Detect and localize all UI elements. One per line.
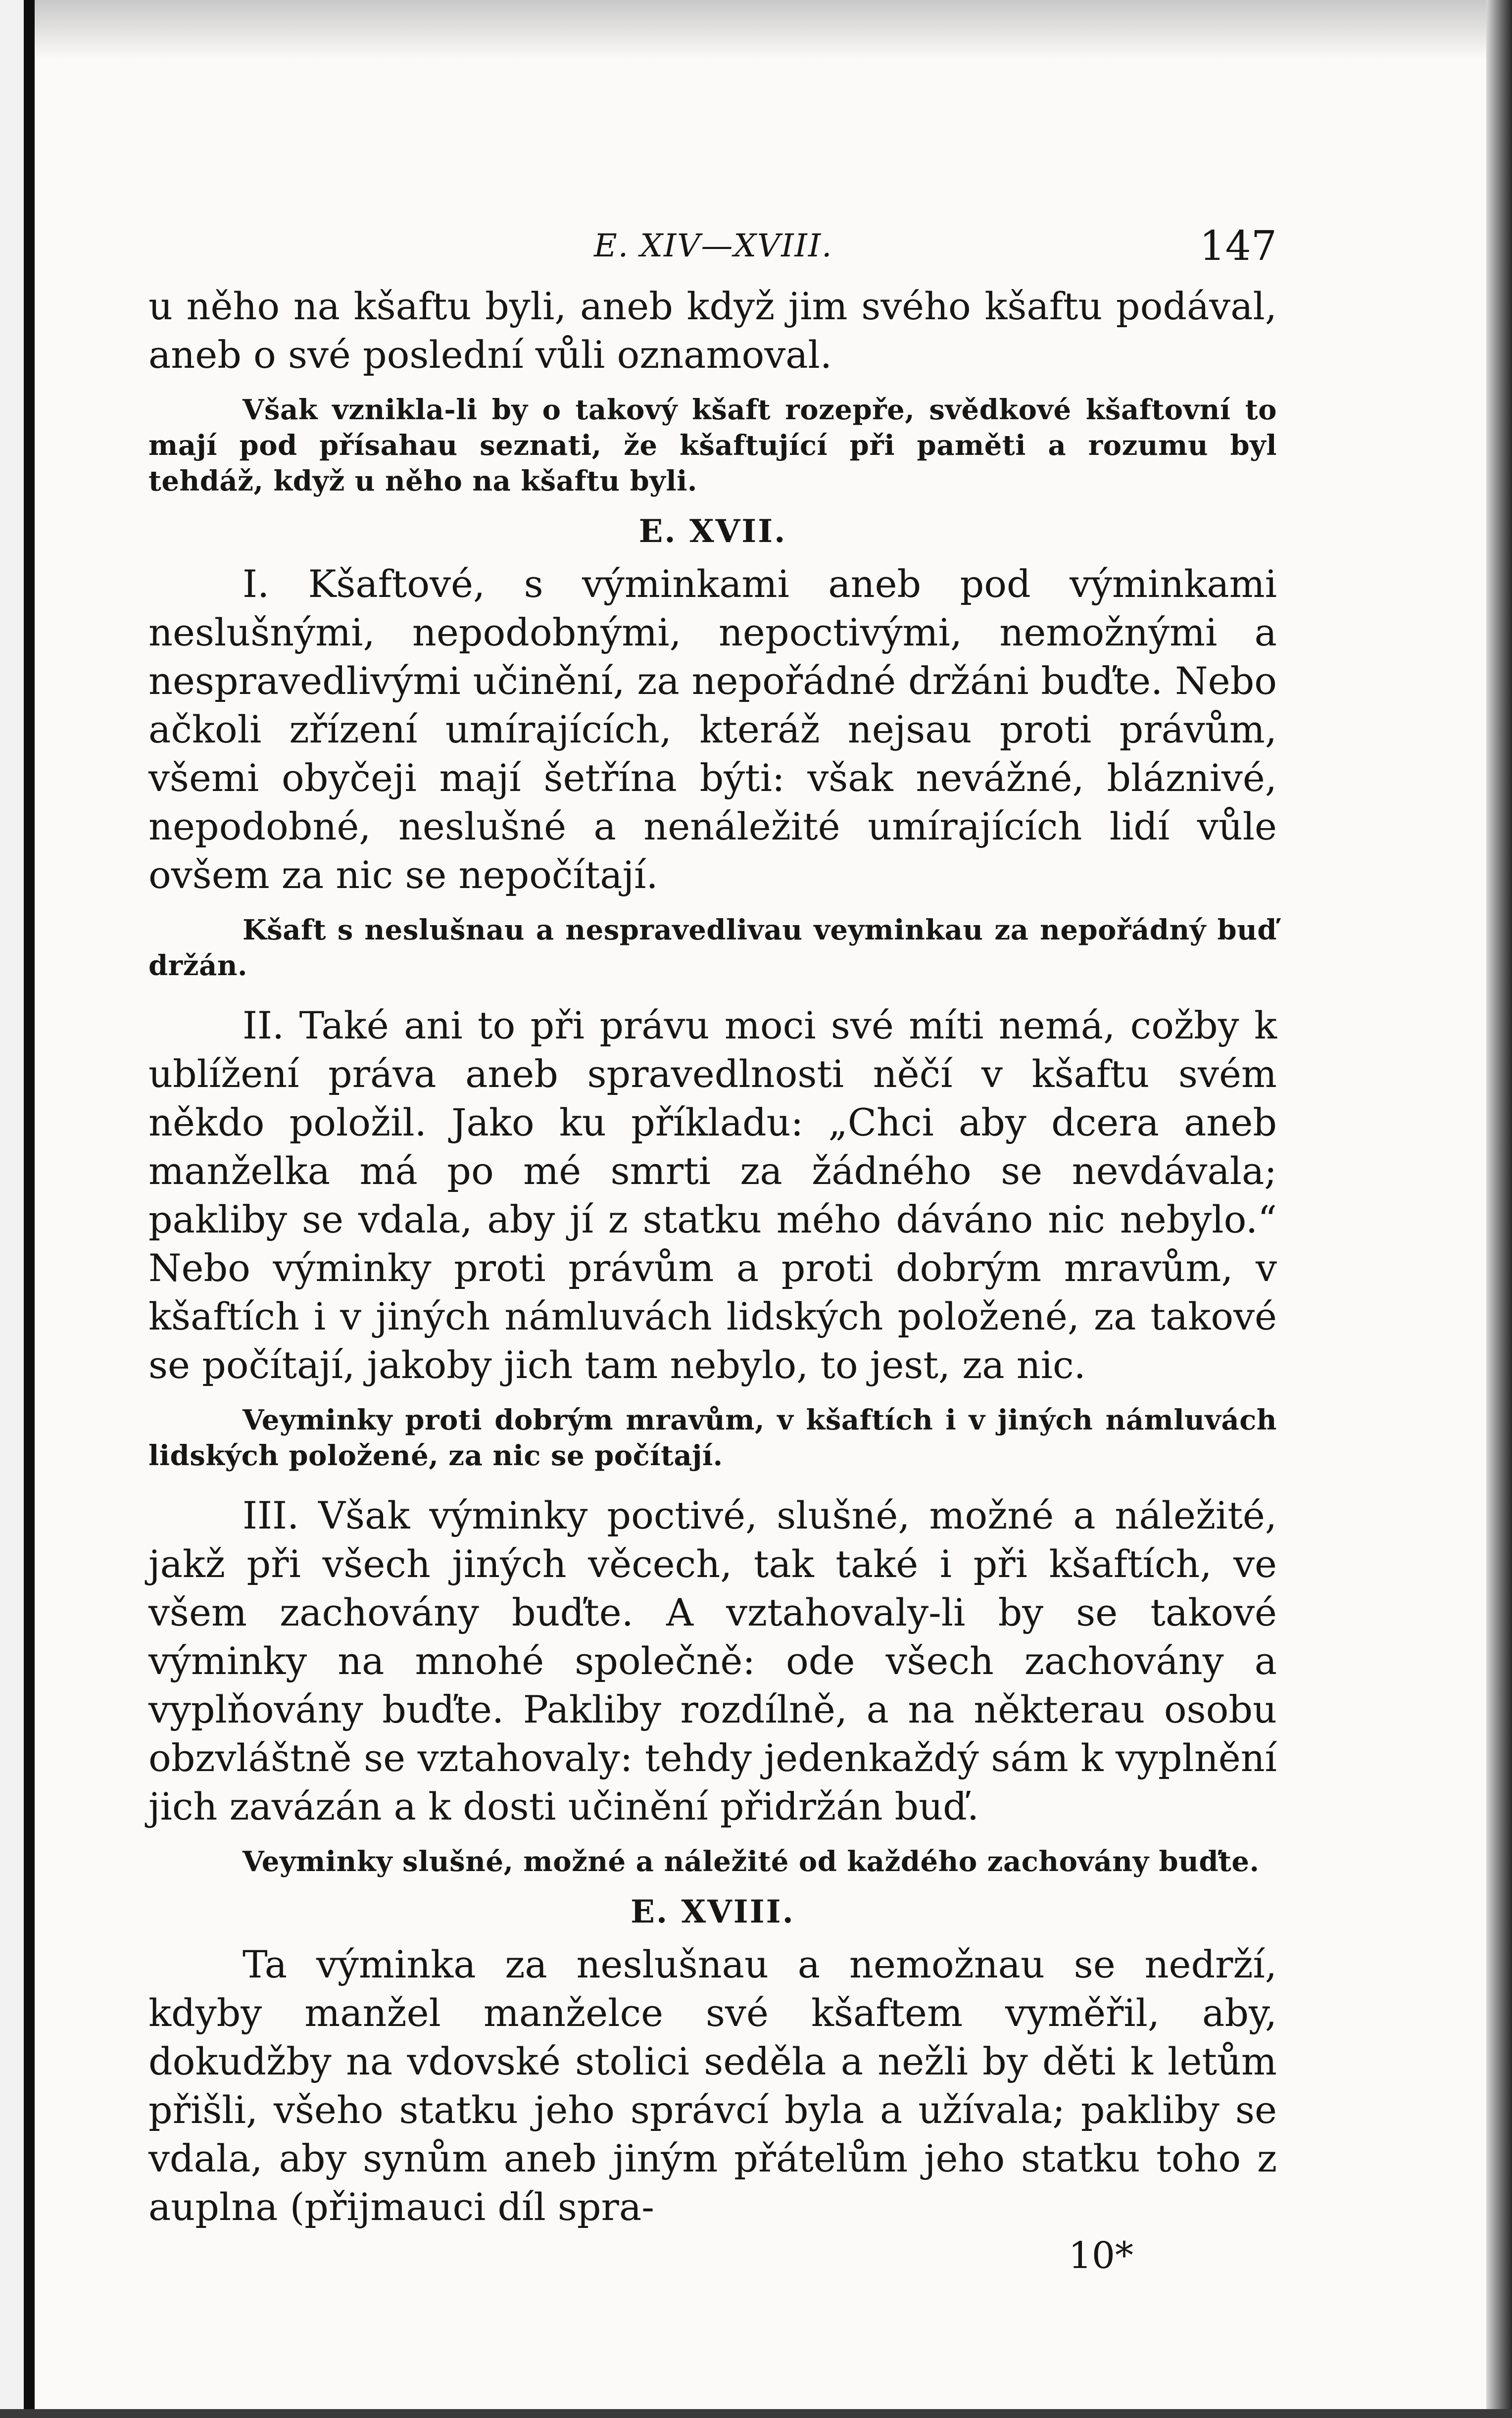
scan-bottom-edge xyxy=(0,2409,1512,2418)
scan-margin xyxy=(0,0,24,2418)
page-number: 147 xyxy=(1199,223,1277,270)
section-heading-xvii: E. XVII. xyxy=(638,513,787,550)
note-paragraph-ii: Veyminky proti dobrým mravům, v kšaftích i v jiných námluvách lidských položené, za nic se počítají. xyxy=(148,1404,1277,1472)
scan-spine-edge xyxy=(24,0,35,2418)
signature-catchword: 10* xyxy=(1068,2234,1133,2277)
paragraph-xviii: Ta výminka za neslušnau a nemožnau se nedrží, kdyby manžel manželce své kšaftem vyměřil, aby, dokudžby na vdovské stolici seděla a nežli by děti k letům přišli, všeho statku jeho správcí byla a užívala; pakliby se vdala, aby synům aneb jiným přátelům jeho statku toho z auplna (přijmauci díl spra- xyxy=(148,1942,1277,2229)
note-paragraph-iii: Veyminky slušné, možné a náležité od každého zachovány buďte. xyxy=(243,1845,1260,1878)
paragraph-i: I. Kšaftové, s výminkami aneb pod výminkami neslušnými, nepodobnými, nepoctivými, nemožnými a nespravedlivými učinění, za nepořádné držáni buďte. Nebo ačkoli zřízení umírajících, kteráž nejsau proti právům, všemi obyčeji mají šetřína býti: však nevážné, bláznivé, nepodobné, neslušné a nenáležité umírajících lidí vůle ovšem za nic se nepočítají. xyxy=(148,562,1277,897)
continuation-paragraph: u něho na kšaftu byli, aneb když jim svého kšaftu podával, aneb o své poslední vůli oznamoval. xyxy=(148,284,1277,377)
running-head-title: E. XIV—XVIII. xyxy=(594,228,833,264)
scan-top-shadow xyxy=(35,0,1486,59)
scan-right-edge xyxy=(1486,0,1512,2418)
note-paragraph-i: Kšaft s neslušnau a nespravedlivau veyminkau za nepořádný buď držán. xyxy=(148,914,1277,982)
paragraph-ii: II. Také ani to při právu moci své míti nemá, cožby k ublížení práva aneb spravedlnosti něčí v kšaftu svém někdo položil. Jako ku příkladu: „Chci aby dcera aneb manželka má po mé smrti za žádného se nevdávala; pakliby se vdala, aby jí z statku mého dáváno nic nebylo.“ Nebo výminky proti právům a proti dobrým mravům, v kšaftích i v jiných námluvách lidských položené, za takové se počítají, jakoby jich tam nebylo, to jest, za nic. xyxy=(148,1003,1277,1387)
running-head xyxy=(148,218,1277,282)
marginal-note-witnesses: Však vznikla-li by o takový kšaft rozepře, svědkové kšaftovní to mají pod přísahau seznati, že kšaftující při paměti a rozumu byl tehdáž, když u něho na kšaftu byli. xyxy=(148,394,1277,497)
page-content xyxy=(148,218,1277,2277)
paragraph-iii: III. Však výminky poctivé, slušné, možné a náležité, jakž při všech jiných věcech, tak také i při kšaftích, ve všem zachovány buďte. A vztahovaly-li by se takové výminky na mnohé společně: ode všech zachovány a vyplňovány buďte. Pakliby rozdílně, a na některau osobu obzvláštně se vztahovaly: tehdy jedenkaždý sám k vyplnění jich zavázán a k dosti učinění přidržán buď. xyxy=(148,1493,1277,1828)
section-heading-xviii: E. XVIII. xyxy=(631,1893,795,1930)
